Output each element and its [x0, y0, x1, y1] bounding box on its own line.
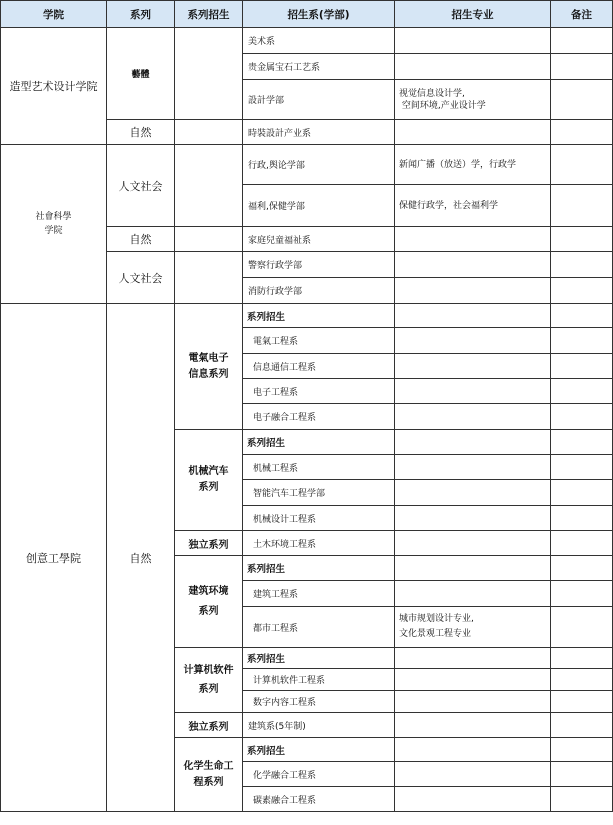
note-cell [551, 506, 613, 531]
major-cell [395, 480, 551, 506]
note-cell [551, 404, 613, 430]
series-group-line: 程系列 [193, 776, 224, 788]
major-cell: 保健行政学，社会福利学 [395, 185, 551, 227]
series-recruit-label: 系列招生 [243, 304, 395, 328]
major-cell [395, 28, 551, 54]
major-line: 空间环境,产业设计学 [399, 100, 486, 111]
college-name-line: 学院 [44, 226, 63, 236]
series-recruit-cell [175, 120, 243, 145]
series-cell: 自然 [107, 304, 175, 812]
major-cell [395, 581, 551, 607]
dept-cell: 电子工程系 [243, 379, 395, 404]
series-cell: 自然 [107, 120, 175, 145]
major-cell [395, 648, 551, 669]
note-cell [551, 762, 613, 787]
college-name: 造型艺术设计学院 [1, 28, 107, 145]
series-group-name [175, 556, 243, 648]
dept-cell: 土木环境工程系 [243, 531, 395, 556]
note-cell [551, 80, 613, 120]
series-recruit-label: 系列招生 [243, 648, 395, 669]
college-name-line: 社會科學 [35, 212, 72, 222]
major-cell [395, 354, 551, 379]
major-line: 视觉信息设计学, [399, 88, 465, 99]
note-cell [551, 252, 613, 278]
series-recruit-label: 系列招生 [243, 556, 395, 581]
note-cell [551, 54, 613, 80]
major-cell [395, 713, 551, 738]
dept-cell: 消防行政学部 [243, 278, 395, 304]
dept-cell: 信息通信工程系 [243, 354, 395, 379]
major-cell: 新闻广播（放送）学，行政学 [395, 145, 551, 185]
major-cell [395, 404, 551, 430]
note-cell [551, 379, 613, 404]
note-cell [551, 787, 613, 812]
dept-cell: 电子融合工程系 [243, 404, 395, 430]
major-cell [395, 278, 551, 304]
note-cell [551, 185, 613, 227]
dept-cell: 電氣工程系 [243, 328, 395, 354]
major-cell [395, 227, 551, 252]
series-group-line: 系列 [198, 605, 219, 617]
major-cell [395, 762, 551, 787]
major-cell [395, 379, 551, 404]
series-group-line: 建筑环境 [188, 585, 229, 597]
major-cell [395, 80, 551, 120]
note-cell [551, 713, 613, 738]
independent-series: 独立系列 [175, 531, 243, 556]
note-cell [551, 28, 613, 54]
note-cell [551, 120, 613, 145]
major-cell [395, 669, 551, 691]
table-row [1, 28, 613, 54]
series-recruit-label: 系列招生 [243, 738, 395, 762]
college-name [1, 145, 107, 304]
series-group-line: 系列 [198, 482, 219, 493]
dept-cell: 福利,保健学部 [243, 185, 395, 227]
major-cell [395, 738, 551, 762]
header-dept: 招生系(学部) [243, 1, 395, 28]
dept-cell: 化学融合工程系 [243, 762, 395, 787]
dept-cell: 碳素融合工程系 [243, 787, 395, 812]
series-cell: 人文社会 [107, 252, 175, 304]
series-group-name [175, 430, 243, 531]
major-cell [395, 252, 551, 278]
major-cell [395, 787, 551, 812]
major-cell [395, 54, 551, 80]
note-cell [551, 556, 613, 581]
major-cell [395, 556, 551, 581]
note-cell [551, 455, 613, 480]
dept-cell: 机械设计工程系 [243, 506, 395, 531]
note-cell [551, 145, 613, 185]
note-cell [551, 691, 613, 713]
series-recruit-cell [175, 227, 243, 252]
dept-cell: 建筑系(5年制) [243, 713, 395, 738]
series-group-line: 信息系列 [188, 368, 229, 380]
series-cell: 人文社会 [107, 145, 175, 227]
header-major: 招生专业 [395, 1, 551, 28]
dept-cell: 计算机软件工程系 [243, 669, 395, 691]
major-cell [395, 506, 551, 531]
major-line: 文化景观工程专业 [399, 629, 472, 639]
note-cell [551, 430, 613, 455]
note-cell [551, 304, 613, 328]
independent-series: 独立系列 [175, 713, 243, 738]
dept-cell: 贵金属宝石工艺系 [243, 54, 395, 80]
dept-cell: 智能汽车工程学部 [243, 480, 395, 506]
dept-cell: 美术系 [243, 28, 395, 54]
note-cell [551, 669, 613, 691]
dept-cell: 設計学部 [243, 80, 395, 120]
note-cell [551, 607, 613, 648]
series-recruit-cell [175, 28, 243, 120]
major-line: 城市规划设计专业, [399, 614, 474, 624]
series-group-name [175, 304, 243, 430]
series-cell: 自然 [107, 227, 175, 252]
college-name: 创意工學院 [1, 304, 107, 812]
series-recruit-cell [175, 252, 243, 304]
header-series: 系列 [107, 1, 175, 28]
header-series-recruit: 系列招生 [175, 1, 243, 28]
note-cell [551, 328, 613, 354]
major-cell [395, 531, 551, 556]
major-cell [395, 455, 551, 480]
dept-cell: 行政,舆论学部 [243, 145, 395, 185]
dept-cell: 数字内容工程系 [243, 691, 395, 713]
dept-cell: 机械工程系 [243, 455, 395, 480]
series-group-line: 化学生命工 [183, 760, 234, 772]
header-note: 备注 [551, 1, 613, 28]
major-cell [395, 120, 551, 145]
series-group-name [175, 738, 243, 812]
table-row [1, 304, 613, 328]
note-cell [551, 354, 613, 379]
note-cell [551, 480, 613, 506]
series-group-line: 计算机软件 [183, 665, 234, 676]
dept-cell: 時裝設計产业系 [243, 120, 395, 145]
series-recruit-label: 系列招生 [243, 430, 395, 455]
note-cell [551, 581, 613, 607]
major-cell [395, 304, 551, 328]
dept-cell: 家庭兒童福祉系 [243, 227, 395, 252]
series-group-name [175, 648, 243, 713]
dept-cell: 建筑工程系 [243, 581, 395, 607]
note-cell [551, 227, 613, 252]
header-college: 学院 [1, 1, 107, 28]
note-cell [551, 278, 613, 304]
note-cell [551, 738, 613, 762]
series-group-line: 机械汽车 [188, 466, 229, 477]
series-group-line: 系列 [198, 684, 219, 695]
note-cell [551, 531, 613, 556]
series-group-line: 電氣电子 [188, 352, 229, 364]
dept-cell: 警察行政学部 [243, 252, 395, 278]
major-cell [395, 691, 551, 713]
table-row [1, 145, 613, 185]
major-cell [395, 607, 551, 648]
series-cell: 藝體 [107, 28, 175, 120]
dept-cell: 都市工程系 [243, 607, 395, 648]
series-recruit-cell [175, 145, 243, 227]
header-row [1, 1, 613, 28]
major-cell [395, 328, 551, 354]
major-cell [395, 430, 551, 455]
note-cell [551, 648, 613, 669]
